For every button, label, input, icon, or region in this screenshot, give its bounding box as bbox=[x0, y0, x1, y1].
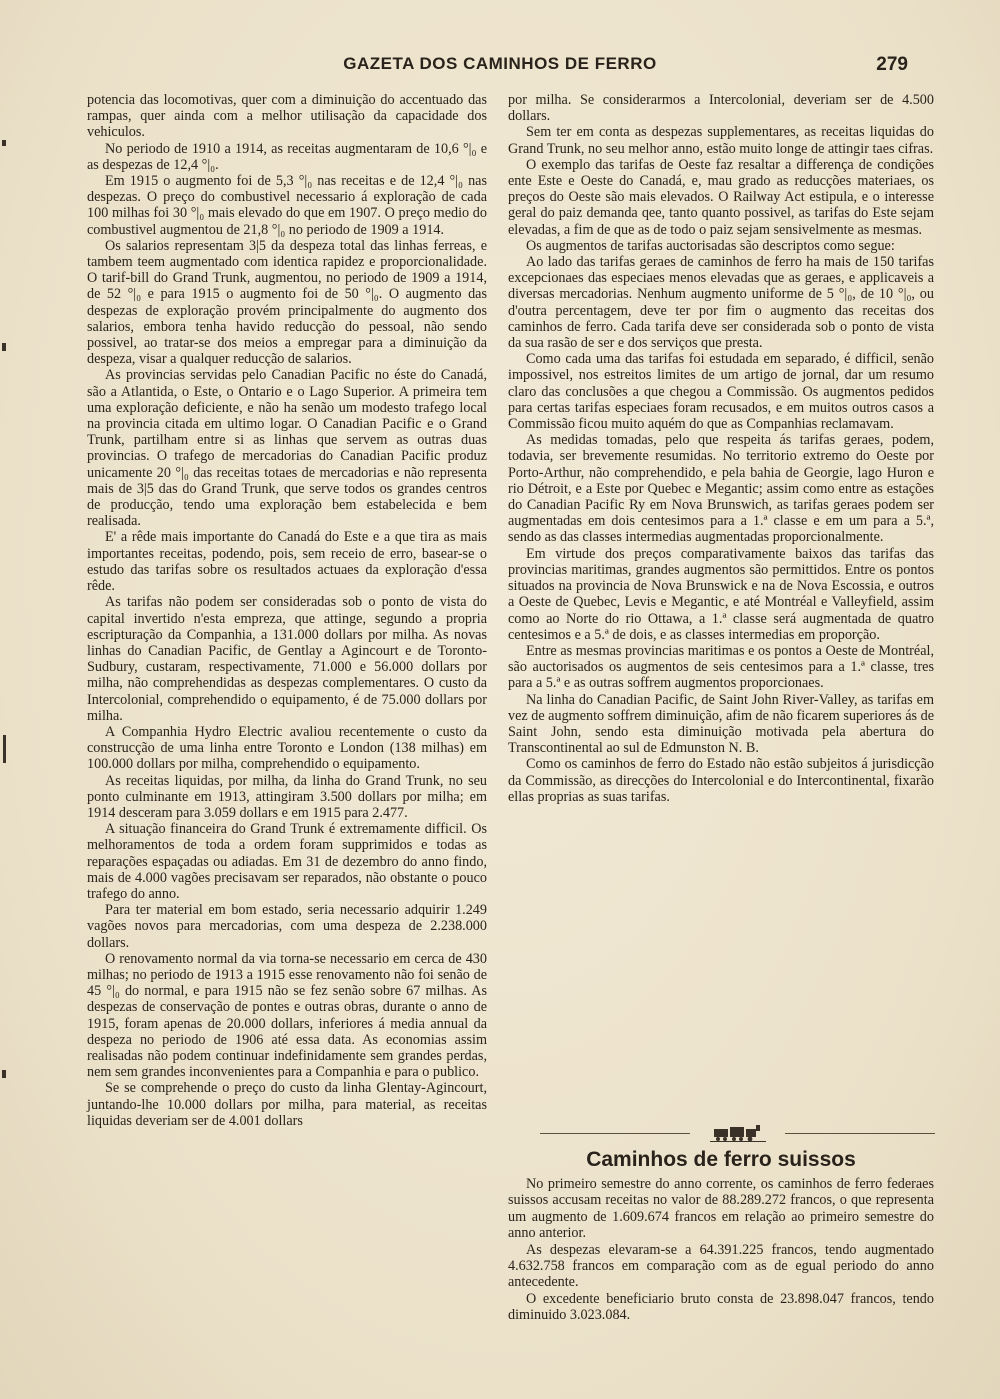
paragraph: As medidas tomadas, pelo que respeita ás tarifas geraes, podem, todavia, ser brevemente resumidas. No territorio extremo do Oeste por Porto-Arthur, não comprehendido, e pela bahia de Georgie, lago Huron e rio Détroit, e a Este por Quebec e Megantic; assim como entre as estações do Canadian Pacific Ry em Nova Brunswich, as tarifas geraes podem ser augmentadas em dois centesimos para a 1.ª classe e em um para a 5.ª, sendo as das classes intermedias augmentadas proporcionalmente. bbox=[508, 432, 934, 546]
paragraph: E' a rêde mais importante do Canadá do Este e a que tira as mais importantes receitas, podendo, pois, sem receio de erro, basear-se o estudo das tarifas sobre os resultados actuaes da exploração d'essa rêde. bbox=[87, 529, 487, 595]
paragraph: O renovamento normal da via torna-se necessario em cerca de 430 milhas; no periodo de 1913 a 1915 esse renovamento não foi senão de 45 °|₀ do normal, e para 1915 não se fez senão sobre 67 milhas. As despezas de conservação de pontes e outras obras, durante o anno de 1915, foram apenas de 20.000 dollars, inferiores á media annual da despeza no periodo de 1906 até essa data. As economias assim realisadas não podem continuar indefinidamente sem grandes perdas, nem sem grandes inconvenientes para a Companhia e para o publico. bbox=[87, 950, 487, 1081]
paragraph: Para ter material em bom estado, seria necessario adquirir 1.249 vagões novos para mercadorias, com uma despeza de 2.238.000 dollars. bbox=[87, 902, 487, 951]
binding-mark bbox=[2, 1070, 6, 1078]
paragraph: No primeiro semestre do anno corrente, os caminhos de ferro federaes suissos accusam receitas no valor de 88.289.272 francos, o que representa um augmento de 1.609.674 francos em relação ao primeiro semestre do anno anterior. bbox=[508, 1176, 934, 1242]
paragraph: As provincias servidas pelo Canadian Pacific no éste do Canadá, são a Atlantida, o Este, o Ontario e o Lago Superior. A primeira tem uma exploração deficiente, e não ha senão um modesto trafego local na provincia citada em ultimo logar. O Canadian Pacific e o Grand Trunk, partilham entre si as linhas que servem as outras duas provincias. O trafego de mercadorias do Canadian Pacific produz unicamente 20 °|₀ das receitas totaes de mercadorias e não representa mais de 3|5 das do Grand Trunk, que serve todos os grandes centros de producção, tendo uma exploração bem estabelecida e bem realisada. bbox=[87, 367, 487, 530]
section-body bbox=[508, 1176, 934, 1324]
divider-line-left bbox=[540, 1133, 690, 1134]
section-divider bbox=[540, 1121, 935, 1145]
paragraph: Os augmentos de tarifas auctorisadas são descriptos como segue: bbox=[526, 237, 895, 254]
paragraph: O excedente beneficiario bruto consta de 23.898.047 francos, tendo diminuido 3.023.084. bbox=[508, 1290, 934, 1324]
paragraph: Ao lado das tarifas geraes de caminhos de ferro ha mais de 150 tarifas excepcionaes das especiaes menos elevadas que as geraes, e applicaveis a diversas mercadorias. Nenhum augmento uniforme de 5 °|₀, de 10 °|₀, ou d'outra percentagem, deve ter por fim o augmento das receitas dos caminhos de ferro. Cada tarifa deve ser considerada sob o ponto de vista da sua rasão de ser e dos serviços que presta. bbox=[508, 254, 934, 352]
page-number: 279 bbox=[876, 54, 908, 75]
section-heading: Caminhos de ferro suissos bbox=[586, 1148, 856, 1171]
divider-line-right bbox=[785, 1133, 935, 1134]
paragraph: As despezas elevaram-se a 64.391.225 francos, tendo augmentado 4.632.758 francos em comparação com as de egual periodo do anno antecedente. bbox=[508, 1241, 934, 1291]
paragraph: Em 1915 o augmento foi de 5,3 °|₀ nas receitas e de 12,4 °|₀ nas despezas. O preço do combustivel necessario á exploração de cada 100 milhas foi 30 °|₀ mais elevado do que em 1907. O preço medio do combustivel augmentou de 21,8 °|₀ no periodo de 1909 a 1914. bbox=[87, 173, 487, 238]
journal-title: GAZETA DOS CAMINHOS DE FERRO bbox=[343, 54, 657, 73]
paragraph: Em virtude dos preços comparativamente baixos das tarifas das provincias maritimas, grandes augmentos são permittidos. Entre os pontos situados na provincia de Nova Brunswick e na de Nova Escossia, e outros a Oeste de Quebec, Levis e Megantic, e até Montréal e Valleyfield, assim como ao Norte do rio Ottawa, a 1.ª classe será augmentada de quatro centesimos e a 5.ª de dois, e as classes intermedias em proporção. bbox=[508, 545, 934, 643]
paragraph: Entre as mesmas provincias maritimas e os pontos a Oeste de Montréal, são auctorisados os augmentos de seis centesimos para a 1.ª classe, tres para a 5.ª e as outras soffrem augmentos proporcionaes. bbox=[508, 642, 934, 692]
binding-mark bbox=[2, 140, 6, 146]
paragraph: As receitas liquidas, por milha, da linha do Grand Trunk, no seu ponto culminante em 1913, attingiram 3.500 dollars por milha; em 1914 desceram para 3.059 dollars e em 1915 para 2.477. bbox=[87, 772, 487, 821]
paragraph: O exemplo das tarifas de Oeste faz resaltar a differença de condições ente Este e Oeste do Canadá, e, mau grado as reducções materiaes, os preços do Oeste são mais elevados. O Railway Act estipula, e o interesse geral do paiz demanda qee, tanto quanto possivel, as tarifas do Este sejam elevadas, a fim de que as de todo o paiz sejam sensivelmente as mesmas. bbox=[508, 156, 934, 238]
paragraph: No periodo de 1910 a 1914, as receitas augmentaram de 10,6 °|₀ e as despezas de 12,4 °|₀. bbox=[87, 140, 487, 173]
paragraph: potencia das locomotivas, quer com a diminuição do accentuado das rampas, quer ainda com a melhor utilisação da capacidade dos vehiculos. bbox=[87, 92, 487, 141]
paragraph: Na linha do Canadian Pacific, de Saint John River-Valley, as tarifas em vez de augmento soffrem diminuição, afim de não ficarem superiores ás de Saint John, sendo esta diminuição motivada pela abertura do Transcontinental ao sul de Edmunston N. B. bbox=[508, 691, 934, 757]
binding-mark bbox=[3, 735, 6, 763]
left-column bbox=[87, 92, 487, 1129]
page-header bbox=[0, 52, 1000, 82]
paragraph: Como cada uma das tarifas foi estudada em separado, é difficil, senão impossivel, nos estreitos limites de um artigo de jornal, dar um resumo claro das conclusões a que chegou a Commissão. Os augmentos pedidos para certas tarifas especiaes foram recusados, e em muitos outros casos a Commissão ficou muito aquém do que as Companhias reclamavam. bbox=[508, 351, 934, 433]
paragraph: A Companhia Hydro Electric avaliou recentemente o custo da construcção de uma linha entre Toronto e London (138 milhas) em 100.000 dollars por milha, comprehendido o equipamento. bbox=[87, 723, 487, 773]
right-column bbox=[508, 92, 934, 805]
paragraph: Como os caminhos de ferro do Estado não estão subjeitos á jurisdicção da Commissão, as direcções do Intercolonial e do Intercontinental, fixarão ellas proprias as suas tarifas. bbox=[508, 756, 934, 805]
binding-mark bbox=[2, 343, 6, 351]
paragraph: Se se comprehende o preço do custo da linha Glentay-Agincourt, juntando-lhe 10.000 dollars por milha, para material, as receitas liquidas deveriam ser de 4.001 dollars bbox=[87, 1080, 487, 1129]
paragraph: As tarifas não podem ser consideradas sob o ponto de vista do capital invertido n'esta empreza, que attinge, segundo a propria escripturação da Companhia, a 131.000 dollars por milha. As novas linhas do Canadian Pacific, de Gentlay a Agincourt e de Toronto-Sudbury, custaram, respectivamente, 71.000 e 56.000 dollars por milha, não comprehendidas as despezas complementares. O custo da Intercolonial, comprehendido o equipamento, é de 75.000 dollars por milha. bbox=[87, 594, 487, 724]
paragraph: A situação financeira do Grand Trunk é extremamente difficil. Os melhoramentos de toda a ordem foram supprimidos e todas as reparações espaçadas ou adiadas. Em 31 de dezembro do anno findo, mais de 4.000 vagões precisavam ser reparados, não obstante o pouco trafego do anno. bbox=[87, 821, 487, 902]
paragraph: Os salarios representam 3|5 da despeza total das linhas ferreas, e tambem teem augmentado com identica rapidez e proporcionalidade. O tarif-bill do Grand Trunk, augmentou, no periodo de 1909 a 1914, de 52 °|₀ e para 1915 o augmento foi de 50 °|₀. O augmento das despezas de exploração provém principalmente do augmento dos salarios, embora tenha havido reducção do pessoal, não sendo possivel, ao tratar-se dos meios a empregar para a diminuição da despeza, visar a qualquer reducção de salarios. bbox=[87, 237, 487, 368]
paragraph: por milha. Se considerarmos a Intercolonial, deveriam ser de 4.500 dollars. bbox=[508, 92, 934, 125]
train-ornament-icon bbox=[710, 1123, 766, 1143]
paragraph: Sem ter em conta as despezas supplementares, as receitas liquidas do Grand Trunk, no seu melhor anno, estão muito longe de attingir taes cifras. bbox=[508, 124, 934, 157]
